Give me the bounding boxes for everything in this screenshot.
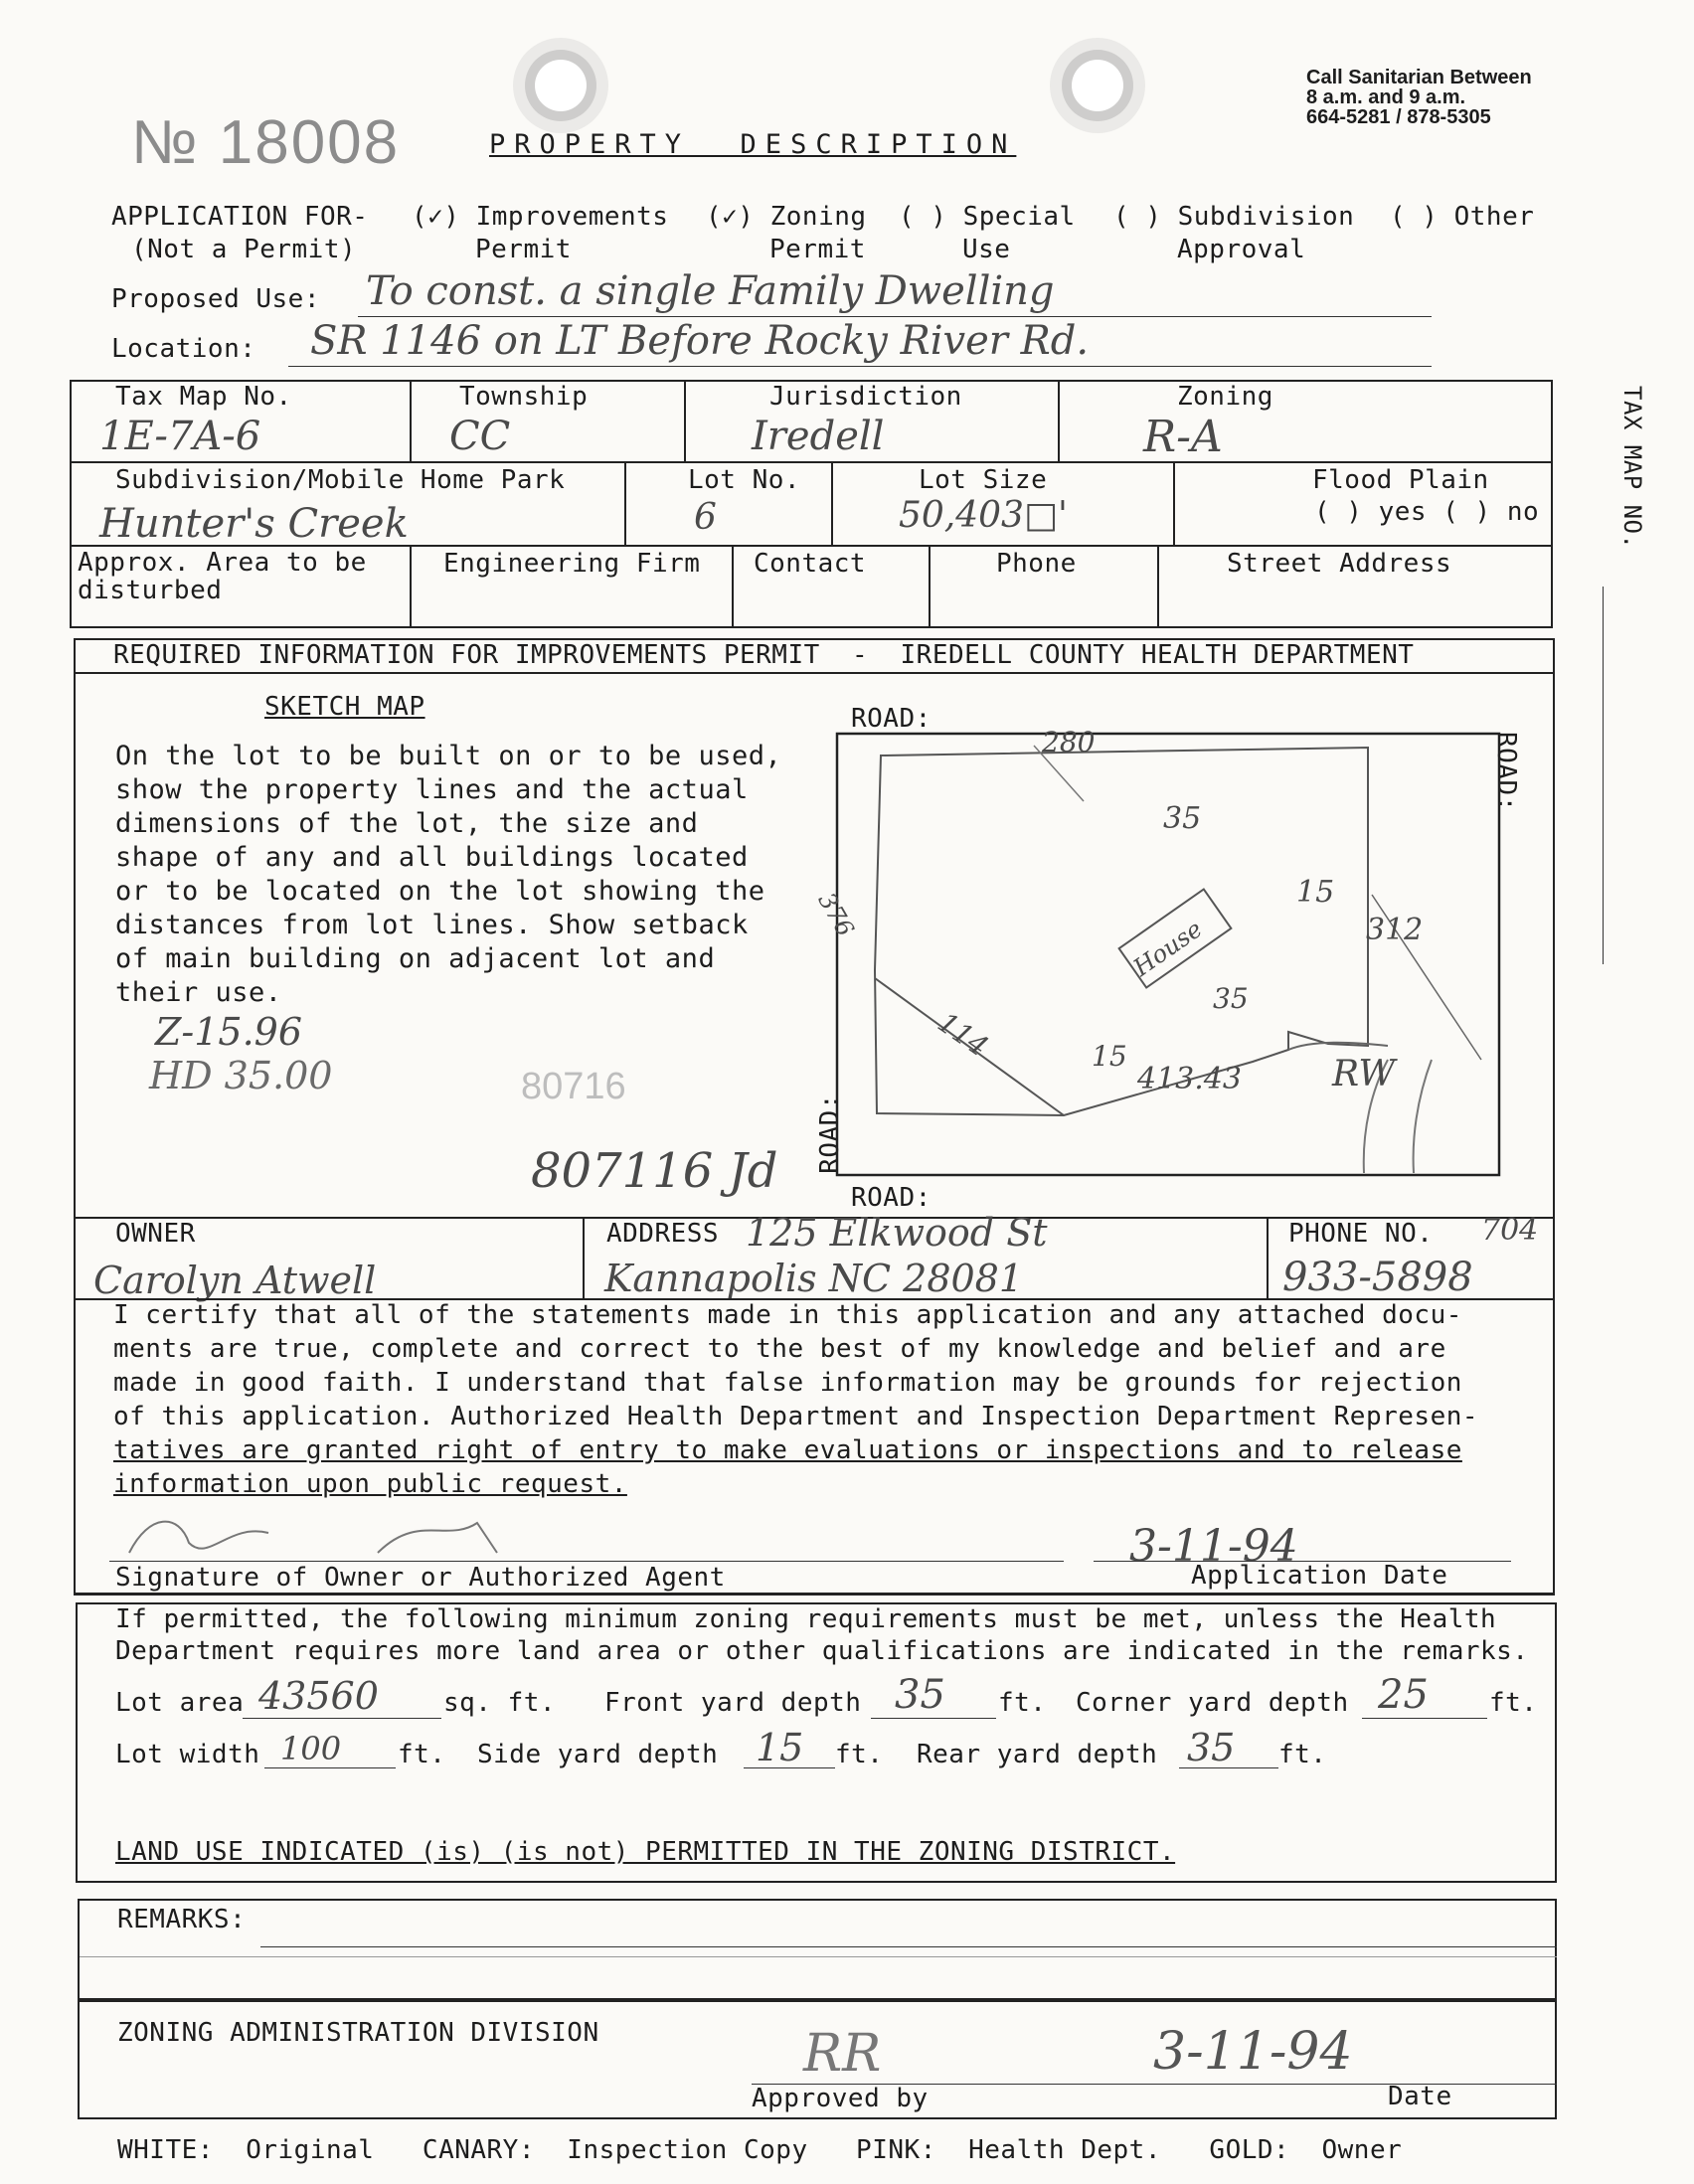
area-label-line: disturbed — [78, 576, 223, 605]
zoning-req-line1: If permitted, the following minimum zoning requirements must be met, unless the Health — [115, 1604, 1497, 1634]
tax-map-value[interactable]: 1E-7A-6 — [99, 414, 261, 459]
remarks-label: REMARKS: — [117, 1905, 247, 1934]
address-value-line1[interactable]: 125 Elkwood St — [746, 1211, 1048, 1255]
rw-label: RW — [1332, 1054, 1396, 1094]
certification-line: information upon public request. — [113, 1469, 627, 1499]
corner-yard-unit: ft. — [1489, 1688, 1538, 1718]
lot-size-value[interactable]: 50,403□' — [899, 495, 1068, 536]
application-date-label: Application Date — [1191, 1561, 1448, 1591]
flood-plain-options[interactable]: ( ) yes ( ) no — [1314, 497, 1540, 527]
zoning-label: Zoning — [1177, 382, 1273, 412]
application-for-title: APPLICATION FOR- — [111, 202, 369, 232]
option-checkbox[interactable]: ( ) — [1113, 202, 1162, 232]
option-label: Other — [1453, 202, 1535, 232]
instruction-line: their use. — [115, 977, 282, 1008]
remarks-line[interactable] — [260, 1946, 1557, 1947]
punch-hole-left — [535, 60, 587, 111]
option-checkbox[interactable]: (✓) — [706, 202, 755, 232]
call-notice-line: 8 a.m. and 9 a.m. — [1306, 86, 1466, 108]
tax-map-side-label: TAX MAP NO. — [1618, 386, 1646, 550]
call-notice-line: Call Sanitarian Between — [1306, 67, 1532, 88]
not-a-permit-note: (Not a Permit) — [131, 235, 357, 264]
side-yard-label: Side yard depth — [477, 1740, 719, 1769]
instruction-line: shape of any and all buildings located — [115, 842, 749, 873]
approval-date-value[interactable]: 3-11-94 — [1153, 2022, 1353, 2082]
stamp-number: 80716 — [521, 1066, 626, 1107]
road-label-right: ROAD: — [1491, 732, 1521, 812]
option-label: Permit — [475, 235, 572, 264]
dim-312: 312 — [1366, 913, 1424, 947]
flood-plain-label: Flood Plain — [1312, 465, 1489, 495]
dim-15-bottom: 15 — [1092, 1040, 1127, 1073]
option-zoning-permit[interactable] — [706, 201, 867, 266]
jurisdiction-label: Jurisdiction — [769, 382, 962, 412]
instruction-line: On the lot to be built on or to be used, — [115, 741, 782, 771]
certification-line: made in good faith. I understand that false information may be grounds for rejection — [113, 1368, 1462, 1398]
dim-280: 280 — [1042, 726, 1096, 758]
call-sanitarian-notice — [1306, 68, 1532, 127]
phone-value[interactable]: 933-5898 — [1282, 1255, 1473, 1300]
handwritten-note-hd: HD 35.00 — [149, 1054, 333, 1097]
zoning-req-line2: Department requires more land area or other qualifications are indicated in the remarks. — [115, 1636, 1529, 1666]
approved-by-label: Approved by — [752, 2084, 929, 2113]
location-label: Location: — [111, 334, 256, 364]
dim-376: 376 — [812, 888, 860, 941]
instruction-line: of main building on adjacent lot and — [115, 943, 716, 974]
street-address-label: Street Address — [1227, 549, 1452, 579]
signature-label: Signature of Owner or Authorized Agent — [115, 1563, 726, 1593]
jurisdiction-value[interactable]: Iredell — [752, 414, 885, 459]
phone-area-code[interactable]: 704 — [1481, 1213, 1539, 1248]
certification-line: ments are true, complete and correct to the best of my knowledge and belief and are — [113, 1334, 1446, 1364]
front-yard-unit: ft. — [998, 1688, 1047, 1718]
lot-width-value[interactable]: 100 — [280, 1730, 342, 1767]
certification-text — [113, 1298, 1478, 1501]
application-for-label — [111, 201, 368, 266]
option-label: Special — [962, 202, 1076, 232]
instruction-line: dimensions of the lot, the size and — [115, 808, 699, 839]
remarks-section — [78, 1899, 1557, 2000]
lot-width-label: Lot width — [115, 1740, 260, 1769]
call-notice-line: 664-5281 / 878-5305 — [1306, 106, 1491, 128]
road-label-left: ROAD: — [815, 1093, 845, 1174]
option-label: Permit — [769, 235, 866, 264]
option-label: Use — [962, 235, 1011, 264]
dim-15-right: 15 — [1296, 875, 1335, 910]
owner-label: OWNER — [115, 1219, 196, 1249]
township-label: Township — [459, 382, 589, 412]
lot-area-value[interactable]: 43560 — [258, 1674, 379, 1718]
certification-line: of this application. Authorized Health Department and Inspection Department Represen- — [113, 1402, 1479, 1431]
approver-initials: RR — [803, 2024, 882, 2084]
punch-hole-right — [1072, 60, 1123, 111]
zoning-division-label: ZONING ADMINISTRATION DIVISION — [117, 2018, 599, 2048]
option-other[interactable] — [1390, 201, 1534, 234]
option-subdivision-approval[interactable] — [1113, 201, 1354, 266]
certification-line: tatives are granted right of entry to make evaluations or inspections and to release — [113, 1435, 1462, 1465]
land-use-statement: LAND USE INDICATED (is) (is not) PERMITTED IN THE ZONING DISTRICT. — [115, 1837, 1176, 1867]
engineering-firm-label: Engineering Firm — [443, 549, 701, 579]
form-number: № 18008 — [131, 108, 401, 177]
copy-distribution: WHITE: Original CANARY: Inspection Copy PINK: Health Dept. GOLD: Owner — [117, 2135, 1403, 2165]
rear-yard-value[interactable]: 35 — [1187, 1726, 1236, 1769]
address-value-line2[interactable]: Kannapolis NC 28081 — [604, 1257, 1024, 1300]
dim-413: 413.43 — [1137, 1062, 1242, 1096]
instruction-line: distances from lot lines. Show setback — [115, 910, 749, 940]
handwritten-note-z: Z-15.96 — [155, 1010, 303, 1054]
house-label: House — [1127, 915, 1208, 982]
remarks-line[interactable] — [80, 1956, 1557, 1957]
lot-no-label: Lot No. — [688, 465, 801, 495]
sketch-instructions — [115, 740, 781, 1010]
dim-35-top: 35 — [1163, 801, 1202, 836]
handwritten-file-number: 807116 Jd — [531, 1143, 778, 1199]
lot-area-label: Lot area — [115, 1688, 245, 1718]
area-disturbed-label — [78, 549, 367, 604]
front-yard-value[interactable]: 35 — [895, 1672, 945, 1718]
township-value[interactable]: CC — [449, 414, 511, 459]
option-label: Subdivision — [1177, 202, 1355, 232]
road-label-bottom: ROAD: — [851, 1183, 932, 1213]
area-label-line: Approx. Area to be — [78, 548, 367, 578]
application-date-value[interactable]: 3-11-94 — [1129, 1521, 1298, 1572]
side-yard-unit: ft. — [835, 1740, 884, 1769]
phone-no-label: PHONE NO. — [1288, 1219, 1434, 1249]
road-label-top: ROAD: — [851, 704, 932, 734]
option-label: Approval — [1177, 235, 1306, 264]
sqft-unit: sq. ft. — [443, 1688, 557, 1718]
proposed-use-label: Proposed Use: — [111, 284, 320, 314]
instruction-line: or to be located on the lot showing the — [115, 876, 765, 907]
option-improvements-permit[interactable] — [412, 201, 668, 266]
option-label: Improvements — [475, 202, 669, 232]
dim-35-side: 35 — [1213, 982, 1249, 1015]
address-label: ADDRESS — [606, 1219, 720, 1249]
lot-width-unit: ft. — [398, 1740, 446, 1769]
page-title: PROPERTY DESCRIPTION — [489, 129, 1017, 160]
subdivision-value[interactable]: Hunter's Creek — [99, 501, 409, 547]
option-checkbox[interactable]: ( ) — [1390, 202, 1439, 232]
front-yard-label: Front yard depth — [604, 1688, 862, 1718]
option-checkbox[interactable]: (✓) — [412, 202, 460, 232]
option-special-use[interactable] — [899, 201, 1076, 266]
side-yard-value[interactable]: 15 — [756, 1726, 804, 1769]
option-checkbox[interactable]: ( ) — [899, 202, 947, 232]
rear-yard-label: Rear yard depth — [917, 1740, 1158, 1769]
location-value[interactable]: SR 1146 on LT Before Rocky River Rd. — [310, 318, 1090, 364]
sketch-map-title: SKETCH MAP — [264, 692, 425, 722]
date-label: Date — [1388, 2082, 1452, 2111]
instruction-line: show the property lines and the actual — [115, 774, 749, 805]
lot-size-label: Lot Size — [919, 465, 1048, 495]
phone-label: Phone — [996, 549, 1077, 579]
certification-line: I certify that all of the statements made in this application and any attached docu- — [113, 1300, 1462, 1330]
corner-yard-value[interactable]: 25 — [1378, 1672, 1429, 1718]
contact-label: Contact — [754, 549, 867, 579]
zoning-value[interactable]: R-A — [1143, 412, 1223, 462]
owner-value[interactable]: Carolyn Atwell — [93, 1259, 377, 1302]
option-label: Zoning — [769, 202, 867, 232]
rear-yard-unit: ft. — [1278, 1740, 1327, 1769]
required-info-banner: REQUIRED INFORMATION FOR IMPROVEMENTS PERMIT - IREDELL COUNTY HEALTH DEPARTMENT — [113, 640, 1415, 670]
corner-yard-label: Corner yard depth — [1076, 1688, 1349, 1718]
dim-114: 114 — [932, 1005, 995, 1064]
subdivision-label: Subdivision/Mobile Home Park — [115, 465, 566, 495]
proposed-use-value[interactable]: To const. a single Family Dwelling — [366, 268, 1055, 314]
lot-no-value[interactable]: 6 — [694, 497, 717, 538]
owner-signature — [119, 1503, 616, 1567]
tax-map-label: Tax Map No. — [115, 382, 292, 412]
